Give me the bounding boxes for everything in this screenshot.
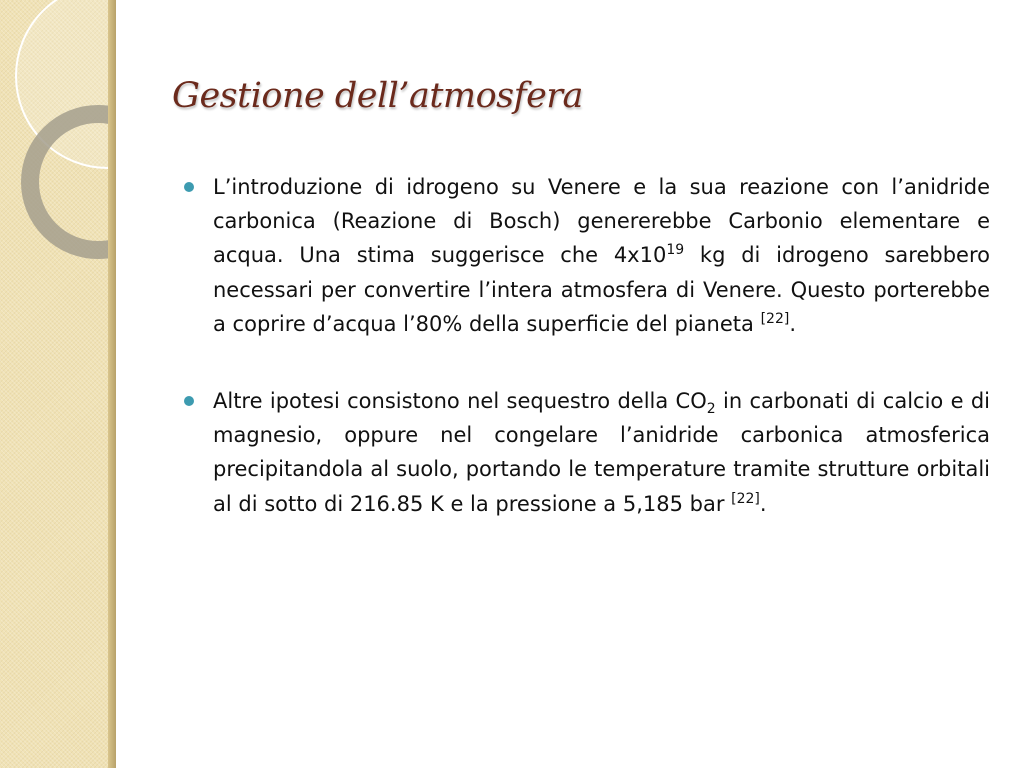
decorative-sidebar	[0, 0, 116, 768]
bullet-item	[184, 170, 990, 341]
decorative-circles	[0, 0, 116, 768]
decorative-large-circle	[16, 0, 116, 168]
citation: [22]	[760, 310, 790, 327]
slide-title: Gestione dell’atmosfera	[172, 76, 583, 116]
slide-content	[184, 170, 990, 564]
bullet-text: in carbonati di calcio e di magnesio, oppure nel congelare l’anidride carbonica atmosferica precipitandola al suolo, portando le temperature tramite strutture orbitali al di sotto di 216.85 K e la pressione a 5,185 bar	[213, 389, 990, 516]
superscript: 19	[666, 242, 685, 259]
bullet-text: .	[789, 311, 797, 336]
bullet-dot-icon	[184, 182, 194, 192]
bullet-text: L’introduzione di idrogeno su Venere e la sua reazione con l’anidride carbonica (Reazione di Bosch) genererebbe Carbonio elementare e acqua. Una stima suggerisce che 4x10	[213, 175, 990, 268]
citation: [22]	[731, 490, 760, 507]
sidebar-edge	[108, 0, 116, 768]
subscript: 2	[706, 401, 716, 418]
bullet-dot-icon	[184, 396, 194, 406]
bullet-text: Altre ipotesi consistono nel sequestro della CO	[213, 389, 707, 414]
bullet-item	[184, 384, 990, 521]
bullet-text: kg di idrogeno sarebbero necessari per convertire l’intera atmosfera di Venere. Questo porterebbe a coprire d’acqua l’80% della superficie del pianeta	[213, 243, 990, 336]
bullet-text: .	[759, 491, 767, 516]
